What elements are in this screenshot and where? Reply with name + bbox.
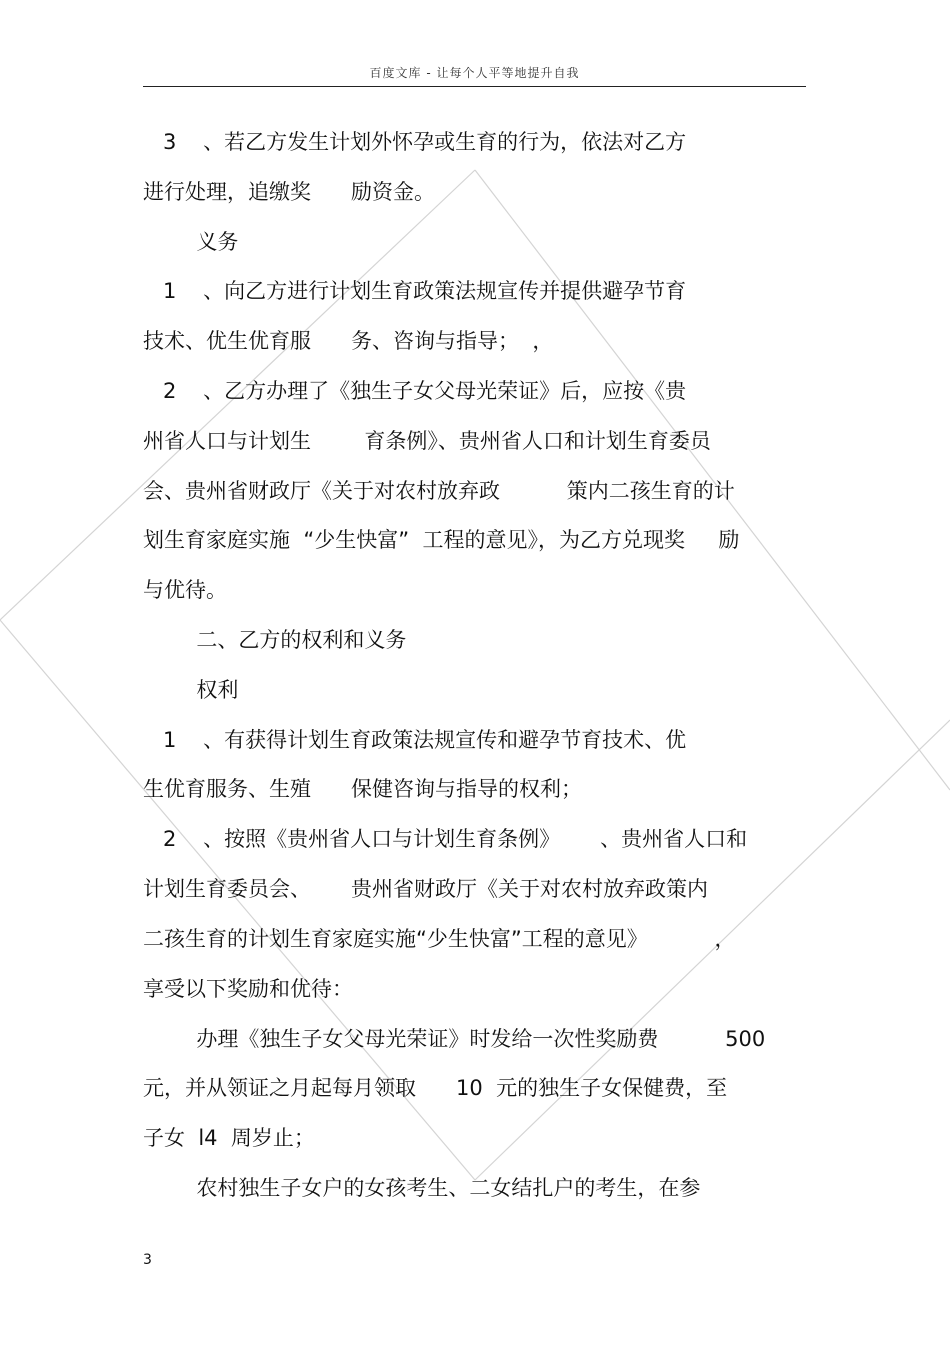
body-line: 农村独生子女户的女孩考生、二女结扎户的考生，在参: [143, 1176, 701, 1200]
body-line: 1 、有获得计划生育政策法规宣传和避孕节育技术、优: [143, 728, 687, 752]
body-line: 技术、优生优育服 务、咨询与指导； ，: [143, 329, 554, 353]
body-line: 子女 l4 周岁止；: [143, 1126, 315, 1150]
subsection-heading: 权利: [143, 678, 239, 702]
body-line: 元，并从领证之月起每月领取 10 元的独生子女保健费，至: [143, 1076, 728, 1100]
body-line: 2 、按照《贵州省人口与计划生育条例》 、贵州省人口和: [143, 827, 748, 851]
body-line: 计划生育委员会、 贵州省财政厅《关于对农村放弃政策内: [143, 877, 709, 901]
body-line: 3 、若乙方发生计划外怀孕或生育的行为，依法对乙方: [143, 130, 687, 154]
body-line: 办理《独生子女父母光荣证》时发给一次性奖励费 500: [143, 1027, 766, 1051]
body-line: 进行处理，追缴奖 励资金。: [143, 180, 436, 204]
body-line: 会、贵州省财政厅《关于对农村放弃政 策内二孩生育的计: [143, 479, 735, 503]
page-header: 百度文库 - 让每个人平等地提升自我: [369, 66, 580, 80]
body-line: 2 、乙方办理了《独生子女父母光荣证》后，应按《贵: [143, 379, 687, 403]
body-line: 与优待。: [143, 578, 227, 602]
body-line: 划生育家庭实施 “少生快富” 工程的意见》，为乙方兑现奖 励: [143, 528, 740, 552]
body-line: 义务: [143, 230, 239, 254]
header-divider: [143, 86, 806, 87]
body-line: 1 、向乙方进行计划生育政策法规宣传并提供避孕节育: [143, 279, 687, 303]
body-line: 享受以下奖励和优待：: [143, 977, 353, 1001]
page-number: 3: [143, 1252, 152, 1268]
section-heading: 二、乙方的权利和义务: [143, 628, 407, 652]
body-line: 生优育服务、生殖 保健咨询与指导的权利；: [143, 777, 583, 801]
body-line: 二孩生育的计划生育家庭实施“少生快富”工程的意见》 ，: [143, 927, 736, 951]
body-line: 州省人口与计划生 育条例》、贵州省人口和计划生育委员: [143, 429, 711, 453]
